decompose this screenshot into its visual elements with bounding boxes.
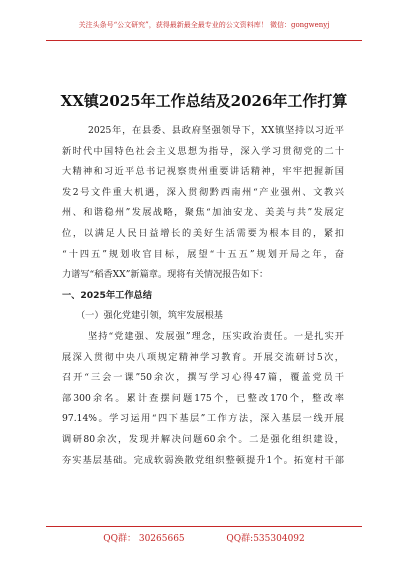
intro-line: 新时代中国特色社会主义思想为指导，深入学习贯彻党的二十 [62,145,344,157]
footer-qq-group-1: QQ群： 30265665 [103,534,185,544]
document-body [62,121,344,471]
subsection-heading: （一）强化党建引领，筑牢发展根基 [76,310,223,322]
paragraph-line: 坚持“党建强、发展强”理念，压实政治责任。一是扎实开 [88,330,344,342]
intro-line: 位，以满足人民日益增长的美好生活需要为根本目的，紧扣 [62,227,344,239]
footer-divider [46,526,362,527]
paragraph-line: 调研80余次，发现并解决问题60余个。二是强化组织建设， [62,433,344,445]
footer-qq-group-2: QQ群:535304092 [226,534,305,544]
paragraph-line: 展深入贯彻中央八项规定精神学习教育。开展交流研讨5次， [62,351,344,363]
paragraph-line: 97.14%。学习运用“四下基层”工作方法，深入基层一线开展 [62,413,344,425]
document-title: XX镇2025年工作总结及2026年工作打算 [60,92,348,110]
paragraph-line: 部300余名。累计查摆问题175个，已整改170个，整改率 [62,392,344,404]
section-heading: 一、2025年工作总结 [62,289,152,301]
intro-line: 2025年，在县委、县政府坚强领导下，XX镇坚持以习近平 [88,125,344,136]
footer [0,531,408,544]
intro-line: 州、和谐稳州”发展战略，聚焦“加油安龙、美美与共”发展定 [62,207,344,219]
intro-line: 大精神和习近平总书记视察贵州重要讲话精神，牢牢把握新国 [62,166,344,178]
header-banner: 关注头条号“公文研究”，获得最新最全最专业的公文资料库！ 微信：gongwenyj [78,21,330,29]
intro-line: “十四五”规划收官目标，展望“十五五”规划开局之年，奋 [62,248,344,260]
intro-line: 发2号文件重大机遇，深入贯彻黔西南州“产业强州、文教兴 [62,186,344,198]
header-divider [46,40,362,41]
intro-line: 力谱写“稻香XX”新篇章。现将有关情况报告如下： [62,269,269,281]
paragraph-line: 夯实基层基础。完成软弱涣散党组织整顿提升1个。拓宽村干部 [62,454,344,466]
paragraph-line: 召开“三会一课”50余次，撰写学习心得47篇，覆盖党员干 [62,372,344,384]
